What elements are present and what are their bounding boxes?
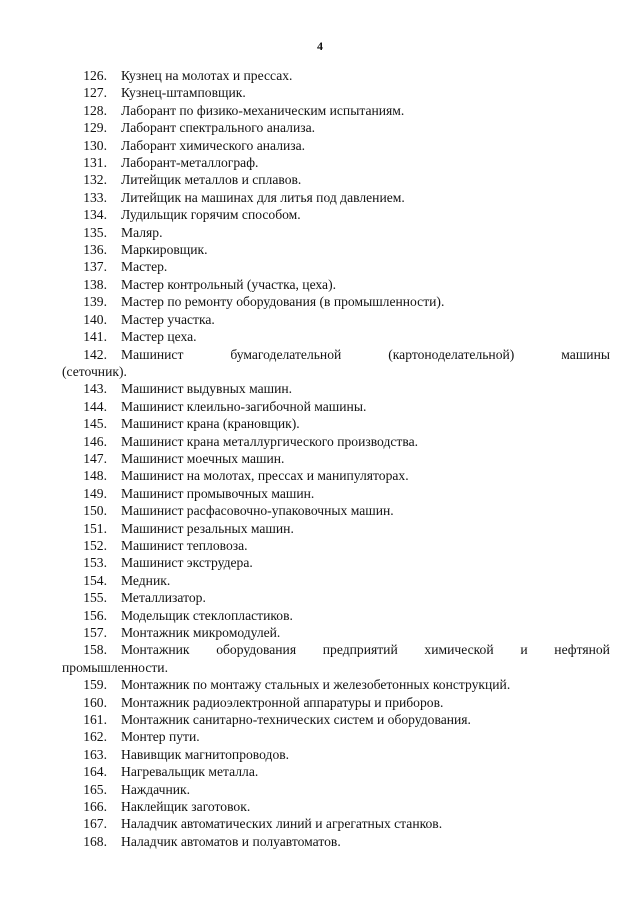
list-item [62, 746, 610, 763]
item-number: 140. [83, 311, 107, 327]
item-number: 129. [83, 120, 107, 136]
list-item [62, 694, 610, 711]
item-text: Наладчик автоматов и полуавтоматов. [121, 833, 341, 849]
list-item [62, 380, 610, 397]
list-item [62, 520, 610, 537]
item-number: 142. [83, 346, 107, 362]
item-word: предприятий [322, 642, 398, 658]
item-text: Машинист моечных машин. [121, 450, 285, 466]
item-number: 161. [83, 712, 107, 728]
list-item [62, 206, 610, 223]
list-item [62, 328, 610, 345]
list-item [62, 589, 610, 606]
item-word: Монтажник [121, 642, 190, 658]
item-number: 163. [83, 746, 107, 762]
item-text: Мастер участка. [121, 311, 215, 327]
item-number: 132. [83, 172, 107, 188]
item-word: оборудования [216, 642, 297, 658]
item-text: Металлизатор. [121, 590, 206, 606]
item-number: 156. [83, 607, 107, 623]
item-text: Лаборант по физико-механическим испытаниям. [121, 102, 405, 118]
list-item [62, 833, 610, 850]
item-number: 126. [83, 68, 107, 83]
profession-list [62, 67, 610, 850]
item-text: Навивщик магнитопроводов. [121, 746, 290, 762]
item-word: бумагоделательной [230, 346, 342, 362]
item-text: Кузнец-штамповщик. [121, 85, 246, 101]
item-text: Нагревальщик металла. [121, 764, 259, 780]
item-number: 151. [83, 520, 107, 536]
list-item [62, 728, 610, 745]
item-text: Лудильщик горячим способом. [121, 207, 301, 223]
list-item [62, 641, 610, 676]
item-text-continuation: (сеточник). [62, 363, 127, 379]
item-number: 158. [83, 642, 107, 658]
item-text: Кузнец на молотах и прессах. [121, 68, 293, 83]
item-text: Мастер цеха. [121, 329, 197, 345]
item-text: Лаборант химического анализа. [121, 137, 306, 153]
item-text: Машинист тепловоза. [121, 537, 248, 553]
item-number: 160. [83, 694, 107, 710]
item-number: 135. [83, 224, 107, 240]
item-text: Мастер. [121, 259, 168, 275]
list-item [62, 276, 610, 293]
item-text: Монтажник радиоэлектронной аппаратуры и приборов. [121, 694, 444, 710]
item-text: Машинист крана металлургического производства. [121, 433, 419, 449]
page-number: 4 [317, 39, 323, 53]
list-item [62, 624, 610, 641]
list-item [62, 102, 610, 119]
item-word: химической [424, 642, 494, 658]
item-word: Машинист [121, 346, 184, 362]
item-word: машины [561, 346, 610, 362]
item-number: 148. [83, 468, 107, 484]
item-number: 157. [83, 625, 107, 640]
list-item [62, 450, 610, 467]
list-item [62, 258, 610, 275]
item-text: Литейщик металлов и сплавов. [121, 172, 302, 188]
item-text: Лаборант спектрального анализа. [121, 120, 316, 136]
item-number: 147. [83, 450, 107, 466]
item-number: 162. [83, 729, 107, 745]
item-text: Монтажник по монтажу стальных и железобетонных конструкций. [121, 677, 511, 693]
item-number: 149. [83, 485, 107, 501]
item-number: 133. [83, 189, 107, 205]
item-number: 146. [83, 433, 107, 449]
list-item [62, 676, 610, 693]
item-number: 154. [83, 572, 107, 588]
list-item [62, 502, 610, 519]
item-number: 141. [83, 329, 107, 345]
list-item [62, 293, 610, 310]
item-text [121, 641, 610, 658]
item-number: 168. [83, 833, 107, 849]
item-number: 159. [83, 677, 107, 693]
item-text: Модельщик стеклопластиков. [121, 607, 293, 623]
item-text: Монтажник санитарно-технических систем и оборудования. [121, 712, 471, 728]
item-number: 138. [83, 276, 107, 292]
item-text: Литейщик на машинах для литья под давлением. [121, 189, 405, 205]
list-item [62, 607, 610, 624]
item-text: Машинист клеильно-загибочной машины. [121, 398, 367, 414]
list-item [62, 415, 610, 432]
item-word: (картоноделательной) [388, 346, 515, 362]
list-item [62, 119, 610, 136]
list-item [62, 781, 610, 798]
item-text: Машинист расфасовочно-упаковочных машин. [121, 503, 394, 519]
item-number: 130. [83, 137, 107, 153]
item-text: Машинист резальных машин. [121, 520, 294, 536]
list-item [62, 485, 610, 502]
item-word: нефтяной [554, 642, 610, 658]
list-item [62, 241, 610, 258]
item-text: Машинист экструдера. [121, 555, 253, 571]
item-text: Наклейщик заготовок. [121, 799, 251, 815]
item-number: 166. [83, 799, 107, 815]
item-number: 167. [83, 816, 107, 832]
list-item [62, 711, 610, 728]
list-item [62, 346, 610, 381]
list-item [62, 398, 610, 415]
item-number: 155. [83, 590, 107, 606]
item-text: Мастер по ремонту оборудования (в промышленности). [121, 294, 445, 310]
list-item [62, 189, 610, 206]
list-item [62, 171, 610, 188]
item-text: Наладчик автоматических линий и агрегатных станков. [121, 816, 443, 832]
list-item [62, 572, 610, 589]
item-number: 139. [83, 294, 107, 310]
item-number: 136. [83, 242, 107, 258]
item-number: 164. [83, 764, 107, 780]
list-item [62, 467, 610, 484]
item-number: 131. [83, 155, 107, 171]
item-number: 134. [83, 207, 107, 223]
item-text: Машинист промывочных машин. [121, 485, 315, 501]
list-item [62, 815, 610, 832]
item-text: Монтер пути. [121, 729, 200, 745]
list-item [62, 763, 610, 780]
item-number: 150. [83, 503, 107, 519]
list-item [62, 798, 610, 815]
item-number: 152. [83, 537, 107, 553]
item-text: Машинист крана (крановщик). [121, 416, 300, 432]
list-item [62, 154, 610, 171]
item-text: Маляр. [121, 224, 163, 240]
list-item [62, 137, 610, 154]
list-item [62, 537, 610, 554]
item-word: и [520, 642, 528, 658]
item-number: 127. [83, 85, 107, 101]
list-item [62, 84, 610, 101]
list-item [62, 67, 610, 84]
item-text-continuation: промышленности. [62, 659, 168, 675]
item-text: Мастер контрольный (участка, цеха). [121, 276, 336, 292]
item-number: 144. [83, 398, 107, 414]
item-number: 143. [83, 381, 107, 397]
item-text: Медник. [121, 572, 171, 588]
item-text: Маркировщик. [121, 242, 208, 258]
list-item [62, 224, 610, 241]
item-text: Лаборант-металлограф. [121, 155, 259, 171]
item-number: 165. [83, 781, 107, 797]
item-text: Машинист на молотах, прессах и манипуляторах. [121, 468, 409, 484]
item-text: Машинист выдувных машин. [121, 381, 293, 397]
item-text [121, 346, 610, 363]
item-number: 145. [83, 416, 107, 432]
item-number: 153. [83, 555, 107, 571]
list-item [62, 311, 610, 328]
item-text: Монтажник микромодулей. [121, 625, 281, 640]
item-number: 137. [83, 259, 107, 275]
item-text: Наждачник. [121, 781, 191, 797]
item-number: 128. [83, 102, 107, 118]
list-item [62, 554, 610, 571]
list-item [62, 433, 610, 450]
